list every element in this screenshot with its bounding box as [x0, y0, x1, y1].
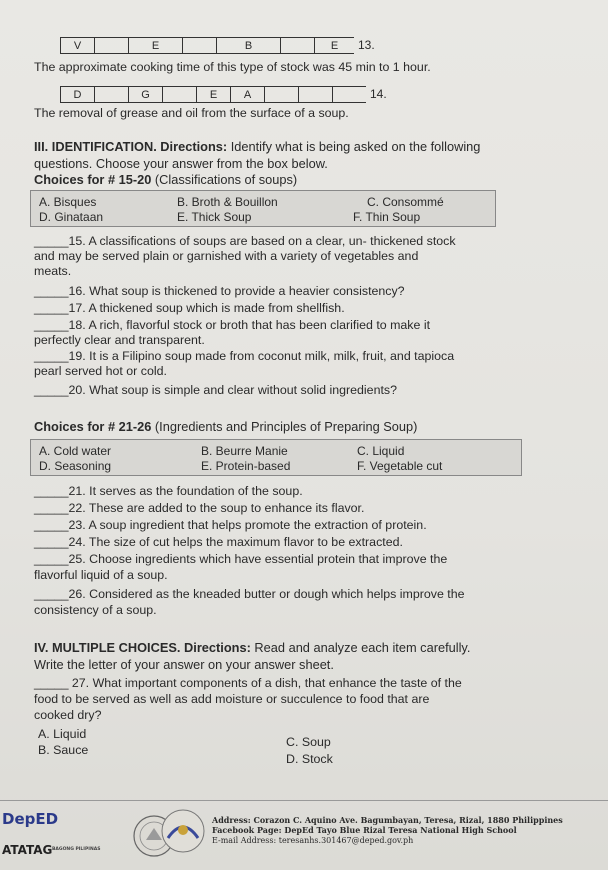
- q14-clue: The removal of grease and oil from the surface of a soup.: [34, 106, 349, 120]
- q19-line1: _____19. It is a Filipino soup made from coconut milk, milk, fruit, and tapioca: [34, 349, 455, 363]
- choice-item: C. Liquid: [357, 444, 405, 458]
- section4-heading: [34, 640, 470, 655]
- q14-cell[interactable]: D: [60, 86, 94, 103]
- q13-clue: The approximate cooking time of this type of stock was 45 min to 1 hour.: [34, 60, 431, 74]
- footer-facebook: Facebook Page: DepEd Tayo Blue Rizal Teresa National High School: [212, 825, 517, 835]
- q18-line1: _____18. A rich, flavorful stock or broth that has been clarified to make it: [34, 318, 431, 332]
- q13-cell[interactable]: [182, 37, 216, 54]
- choice-item: A. Cold water: [39, 444, 112, 458]
- section3-heading-bold: III. IDENTIFICATION. Directions:: [34, 139, 228, 154]
- section4-heading-bold: IV. MULTIPLE CHOICES. Directions:: [34, 640, 251, 655]
- q14-cell[interactable]: A: [230, 86, 264, 103]
- choice-item: E. Protein-based: [201, 459, 291, 473]
- q19-line2: pearl served hot or cold.: [34, 364, 167, 378]
- q13-cell[interactable]: B: [216, 37, 280, 54]
- q13-number: 13.: [358, 38, 375, 52]
- q15-line1: _____15. A classifications of soups are based on a clear, un- thickened stock: [34, 234, 456, 248]
- q27-option-d: D. Stock: [286, 752, 333, 766]
- choices-box-ingredients: [30, 439, 522, 476]
- choices2-title: [34, 419, 417, 434]
- atatag-logo: ATATAG: [2, 843, 53, 857]
- choice-item: D. Ginataan: [39, 210, 104, 224]
- q25-line1: _____25. Choose ingredients which have essential protein that improve the: [34, 552, 448, 566]
- choice-item: F. Thin Soup: [353, 210, 421, 224]
- q27-line3: cooked dry?: [34, 708, 102, 722]
- q20: _____20. What soup is simple and clear without solid ingredients?: [34, 383, 397, 397]
- q14-cell[interactable]: [264, 86, 298, 103]
- bagong-pilipinas-seal-icon: [158, 808, 208, 854]
- q13-cell[interactable]: V: [60, 37, 94, 54]
- bagong-pilipinas-text: BAGONG PILIPINAS: [52, 847, 101, 852]
- q14-cell[interactable]: E: [196, 86, 230, 103]
- q27-option-b: B. Sauce: [38, 743, 89, 757]
- choice-item: B. Broth & Bouillon: [177, 195, 278, 209]
- q13-letter-boxes: [60, 37, 375, 54]
- q16: _____16. What soup is thickened to provide a heavier consistency?: [34, 284, 405, 298]
- q27-option-a: A. Liquid: [38, 727, 87, 741]
- choices2-title-rest: (Ingredients and Principles of Preparing Soup): [151, 419, 418, 434]
- q27-line1: _____ 27. What important components of a dish, that enhance the taste of the: [34, 676, 462, 690]
- choices2-title-bold: Choices for # 21-26: [34, 419, 152, 434]
- choices1-title: [34, 172, 297, 187]
- section3-heading-rest: Identify what is being asked on the following: [227, 139, 481, 154]
- q14-cell[interactable]: [94, 86, 128, 103]
- q18-line2: perfectly clear and transparent.: [34, 333, 205, 347]
- q17: _____17. A thickened soup which is made from shellfish.: [34, 301, 345, 315]
- q24: _____24. The size of cut helps the maximum flavor to be extracted.: [34, 535, 403, 549]
- q21: _____21. It serves as the foundation of the soup.: [34, 484, 303, 498]
- choices1-title-rest: (Classifications of soups): [151, 172, 298, 187]
- choices-box-soup-classes: [30, 190, 496, 227]
- q14-cell[interactable]: [332, 86, 366, 103]
- section4-heading-rest: Read and analyze each item carefully.: [250, 640, 471, 655]
- q25-line2: flavorful liquid of a soup.: [34, 568, 168, 582]
- section4-heading-line2: Write the letter of your answer on your answer sheet.: [34, 657, 334, 672]
- choices1-title-bold: Choices for # 15-20: [34, 172, 152, 187]
- q14-cell[interactable]: [162, 86, 196, 103]
- choice-item: A. Bisques: [39, 195, 97, 209]
- q23: _____23. A soup ingredient that helps promote the extraction of protein.: [34, 518, 427, 532]
- q27-line2: food to be served as well as add moisture or succulence to food that are: [34, 692, 430, 706]
- footer-divider: [0, 800, 608, 801]
- choice-item: E. Thick Soup: [177, 210, 252, 224]
- section3-heading: [34, 139, 480, 154]
- choice-item: D. Seasoning: [39, 459, 112, 473]
- footer-email: E-mail Address: teresanhs.301467@deped.gov.ph: [212, 836, 414, 845]
- q15-line3: meats.: [34, 264, 72, 278]
- choice-item: C. Consommé: [367, 195, 444, 209]
- q14-cell[interactable]: [298, 86, 332, 103]
- q13-cell[interactable]: E: [314, 37, 354, 54]
- choice-item: B. Beurre Manie: [201, 444, 288, 458]
- footer-address: Address: Corazon C. Aquino Ave. Bagumbayan, Teresa, Rizal, 1880 Philippines: [212, 815, 563, 825]
- q14-letter-boxes: [60, 86, 387, 103]
- q14-cell[interactable]: G: [128, 86, 162, 103]
- q26-line2: consistency of a soup.: [34, 603, 157, 617]
- q15-line2: and may be served plain or garnished with a variety of vegetables and: [34, 249, 419, 263]
- deped-logo: DepED: [2, 810, 59, 828]
- choice-item: F. Vegetable cut: [357, 459, 443, 473]
- q22: _____22. These are added to the soup to enhance its flavor.: [34, 501, 365, 515]
- q27-option-c: C. Soup: [286, 735, 331, 749]
- q26-line1: _____26. Considered as the kneaded butter or dough which helps improve the: [34, 587, 465, 601]
- q13-cell[interactable]: [94, 37, 128, 54]
- q13-cell[interactable]: [280, 37, 314, 54]
- section3-heading-line2: questions. Choose your answer from the box below.: [34, 156, 328, 171]
- q13-cell[interactable]: E: [128, 37, 182, 54]
- q14-number: 14.: [370, 87, 387, 101]
